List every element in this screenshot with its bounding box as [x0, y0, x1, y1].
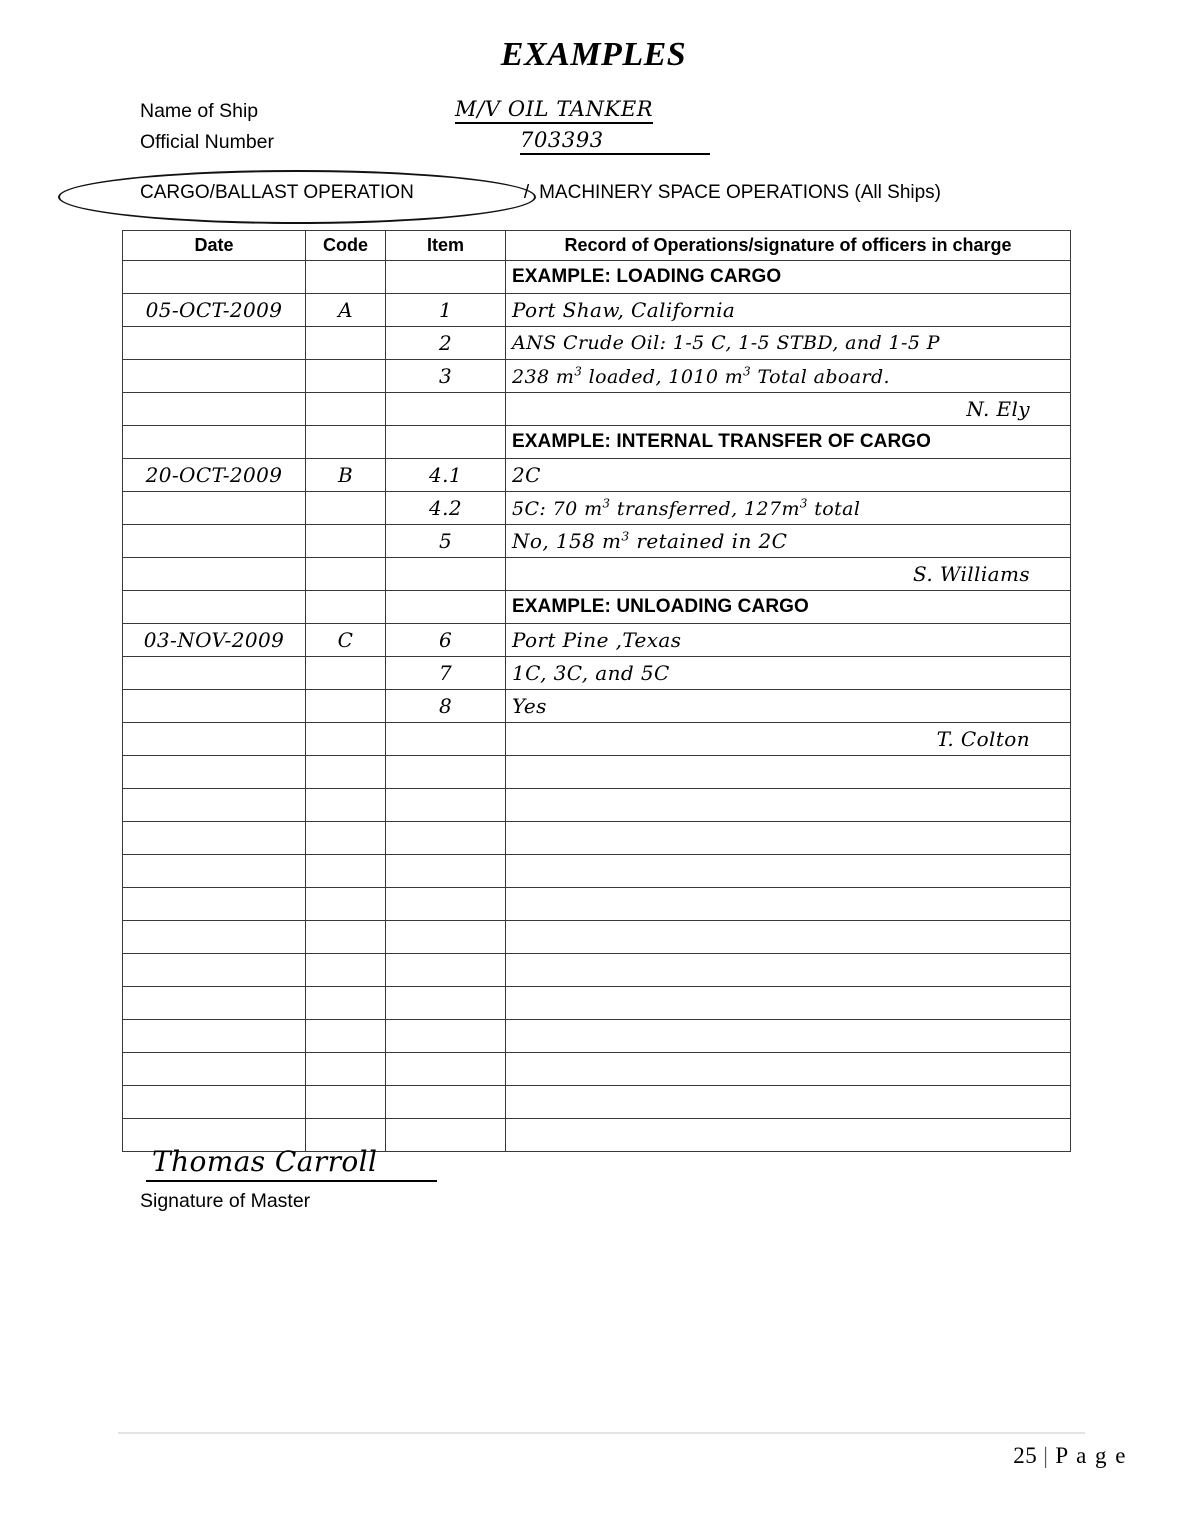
cell-code — [306, 393, 386, 426]
cell-code — [306, 723, 386, 756]
cell-date — [123, 459, 306, 492]
cell-code — [306, 591, 386, 624]
cell-code — [306, 327, 386, 360]
table-row — [123, 294, 1071, 327]
column-header-code: Code — [306, 231, 386, 261]
cell-code — [306, 624, 386, 657]
table-row — [123, 888, 1071, 921]
record-text: 2C — [512, 463, 541, 487]
cell-item — [386, 789, 506, 822]
table-row — [123, 756, 1071, 789]
cell-item — [386, 987, 506, 1020]
table-row — [123, 1086, 1071, 1119]
cell-code-value: B — [337, 463, 354, 487]
cell-date — [123, 987, 306, 1020]
cell-item — [386, 723, 506, 756]
cell-date-value: 03-NOV-2009 — [143, 628, 285, 652]
cell-code — [306, 294, 386, 327]
cell-record — [506, 1020, 1071, 1053]
page-word: P a g e — [1055, 1443, 1127, 1468]
cell-code — [306, 360, 386, 393]
page-footer — [1013, 1443, 1127, 1469]
cell-item — [386, 657, 506, 690]
cell-code — [306, 789, 386, 822]
name-of-ship-label: Name of Ship — [140, 100, 259, 122]
table-row — [123, 954, 1071, 987]
cell-record — [506, 789, 1071, 822]
cell-record — [506, 888, 1071, 921]
cell-date — [123, 558, 306, 591]
cell-code — [306, 1086, 386, 1119]
page-title: EXAMPLES — [500, 36, 687, 73]
column-header-record: Record of Operations/signature of officers in charge — [506, 231, 1071, 261]
record-text: S. Williams — [912, 562, 1030, 586]
cell-date — [123, 591, 306, 624]
table-row — [123, 822, 1071, 855]
cell-date — [123, 360, 306, 393]
cell-date — [123, 855, 306, 888]
cell-item — [386, 426, 506, 459]
table-header-row — [123, 231, 1071, 261]
name-of-ship-value: M/V OIL TANKER — [455, 97, 653, 124]
cell-date — [123, 921, 306, 954]
official-number-label: Official Number — [140, 131, 275, 153]
cell-date-value: 05-OCT-2009 — [145, 298, 283, 322]
page-number: 25 — [1013, 1443, 1038, 1468]
cell-code — [306, 492, 386, 525]
cell-date — [123, 1086, 306, 1119]
cell-date — [123, 261, 306, 294]
cell-date — [123, 822, 306, 855]
cell-item — [386, 1053, 506, 1086]
table-row — [123, 657, 1071, 690]
table-row — [123, 426, 1071, 459]
cell-item — [386, 261, 506, 294]
column-header-date: Date — [123, 231, 306, 261]
cell-item — [386, 756, 506, 789]
cell-code — [306, 690, 386, 723]
cell-item — [386, 822, 506, 855]
cell-code — [306, 558, 386, 591]
cell-date — [123, 294, 306, 327]
cell-item-value: 4.1 — [428, 463, 462, 487]
cell-date — [123, 492, 306, 525]
cell-date — [123, 756, 306, 789]
cell-date — [123, 888, 306, 921]
table-row — [123, 492, 1071, 525]
record-text: T. Colton — [936, 727, 1030, 751]
operation-type-line — [140, 182, 941, 204]
record-text: 1C, 3C, and 5C — [512, 661, 670, 685]
cell-officer-signature — [506, 723, 1071, 756]
cell-code — [306, 657, 386, 690]
cell-item-value: 6 — [438, 628, 453, 652]
cell-example-heading — [506, 426, 1071, 459]
master-signature-value: Thomas Carroll — [146, 1145, 437, 1182]
cell-item — [386, 360, 506, 393]
table-row — [123, 987, 1071, 1020]
table-row — [123, 624, 1071, 657]
cell-record — [506, 624, 1071, 657]
table-row — [123, 921, 1071, 954]
table-row — [123, 789, 1071, 822]
record-text: 238 $m^3$ loaded, 1010 $m^3$ Total aboard. — [512, 364, 890, 388]
cell-date — [123, 624, 306, 657]
cell-date — [123, 690, 306, 723]
cell-item — [386, 954, 506, 987]
record-text: 5C: 70 $m^3$ transferred, $127m^3$ total — [512, 496, 861, 520]
cell-record — [506, 921, 1071, 954]
cell-record — [506, 690, 1071, 723]
cell-date — [123, 954, 306, 987]
cell-date — [123, 426, 306, 459]
table-row — [123, 360, 1071, 393]
cell-date — [123, 525, 306, 558]
record-text: EXAMPLE: INTERNAL TRANSFER OF CARGO — [512, 431, 932, 452]
column-header-item: Item — [386, 231, 506, 261]
cell-code — [306, 921, 386, 954]
cell-item — [386, 921, 506, 954]
cell-date-value: 20-OCT-2009 — [145, 463, 283, 487]
cell-code — [306, 756, 386, 789]
table-row — [123, 261, 1071, 294]
table-row — [123, 723, 1071, 756]
page-separator: | — [1043, 1443, 1050, 1468]
cell-record — [506, 1119, 1071, 1152]
cell-record — [506, 1053, 1071, 1086]
cell-record — [506, 525, 1071, 558]
cell-date — [123, 393, 306, 426]
table-row — [123, 327, 1071, 360]
oil-record-book-table — [122, 230, 1071, 1152]
record-text: Yes — [512, 694, 547, 718]
cell-item-value: 7 — [438, 661, 453, 685]
cell-item — [386, 327, 506, 360]
cell-example-heading — [506, 261, 1071, 294]
cell-record — [506, 327, 1071, 360]
record-text: EXAMPLE: UNLOADING CARGO — [512, 596, 809, 617]
cell-item — [386, 459, 506, 492]
master-signature-field — [146, 1145, 437, 1182]
cell-record — [506, 954, 1071, 987]
table-row — [123, 558, 1071, 591]
cell-date — [123, 723, 306, 756]
master-signature-label: Signature of Master — [140, 1190, 311, 1212]
cell-record — [506, 492, 1071, 525]
table-body — [123, 261, 1071, 1152]
cell-item — [386, 1020, 506, 1053]
cell-code — [306, 954, 386, 987]
cell-code-value: C — [337, 628, 354, 652]
cell-date — [123, 789, 306, 822]
cell-code — [306, 459, 386, 492]
cell-item-value: 1 — [438, 298, 453, 322]
cell-code — [306, 426, 386, 459]
cell-record — [506, 756, 1071, 789]
table-row — [123, 591, 1071, 624]
cell-record — [506, 822, 1071, 855]
cell-item — [386, 855, 506, 888]
cell-record — [506, 657, 1071, 690]
cell-item — [386, 888, 506, 921]
cell-date — [123, 657, 306, 690]
cell-code-value: A — [338, 298, 353, 322]
cell-record — [506, 855, 1071, 888]
cell-record — [506, 294, 1071, 327]
cell-item — [386, 393, 506, 426]
cell-item — [386, 294, 506, 327]
cell-item — [386, 624, 506, 657]
record-text: N. Ely — [966, 397, 1030, 421]
cell-item-value: 2 — [438, 331, 453, 355]
cell-code — [306, 987, 386, 1020]
table-row — [123, 525, 1071, 558]
cell-code — [306, 1020, 386, 1053]
cell-item — [386, 690, 506, 723]
cell-example-heading — [506, 591, 1071, 624]
cell-item — [386, 492, 506, 525]
record-text: No, 158 $m^3$ retained in 2C — [512, 528, 788, 554]
cell-item-value: 5 — [438, 529, 453, 553]
cell-record — [506, 1086, 1071, 1119]
cell-item-value: 3 — [438, 364, 453, 388]
cell-item-value: 4.2 — [428, 496, 462, 520]
cell-code — [306, 888, 386, 921]
cell-officer-signature — [506, 393, 1071, 426]
cell-record — [506, 987, 1071, 1020]
cell-officer-signature — [506, 558, 1071, 591]
footer-divider — [118, 1432, 1085, 1434]
cell-record — [506, 360, 1071, 393]
table-row — [123, 855, 1071, 888]
record-text: Port Pine ,Texas — [512, 628, 682, 652]
cell-code — [306, 525, 386, 558]
record-text: ANS Crude Oil: 1-5 C, 1-5 STBD, and 1-5 P — [512, 332, 940, 354]
cell-record — [506, 459, 1071, 492]
operation-type-cargo-ballast[interactable]: CARGO/BALLAST OPERATION — [140, 182, 414, 203]
record-text: EXAMPLE: LOADING CARGO — [512, 266, 782, 287]
cell-item — [386, 1086, 506, 1119]
cell-date — [123, 1020, 306, 1053]
table-row — [123, 393, 1071, 426]
record-text: Port Shaw, California — [512, 298, 736, 322]
cell-item — [386, 591, 506, 624]
table-row — [123, 459, 1071, 492]
operation-type-machinery-space[interactable]: MACHINERY SPACE OPERATIONS (All Ships) — [539, 182, 941, 203]
cell-item-value: 8 — [438, 694, 453, 718]
cell-code — [306, 855, 386, 888]
cell-code — [306, 261, 386, 294]
table-row — [123, 1053, 1071, 1086]
official-number-value: 703393 — [520, 128, 710, 155]
table-row — [123, 1020, 1071, 1053]
cell-code — [306, 822, 386, 855]
cell-item — [386, 525, 506, 558]
cell-code — [306, 1053, 386, 1086]
operation-type-separator: / — [523, 182, 530, 203]
cell-item — [386, 558, 506, 591]
cell-date — [123, 1053, 306, 1086]
table-row — [123, 690, 1071, 723]
cell-date — [123, 327, 306, 360]
